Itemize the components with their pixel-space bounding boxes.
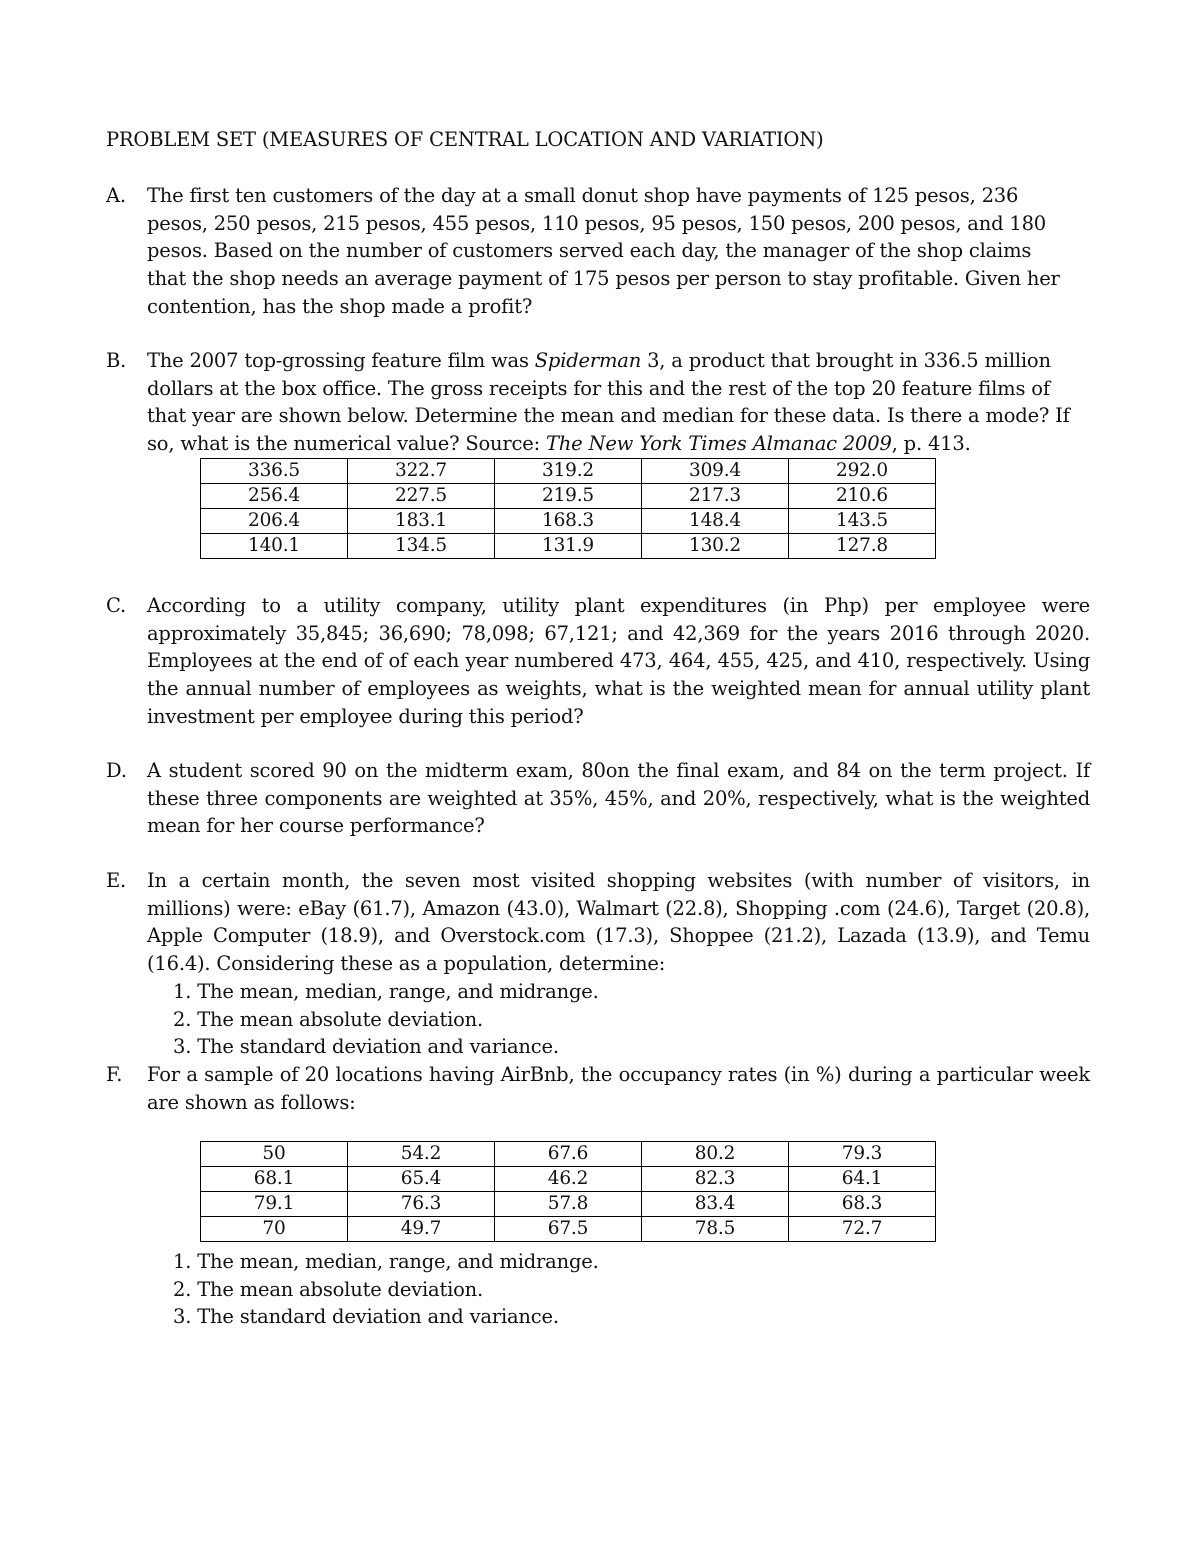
table-cell: 54.2 xyxy=(348,1142,495,1167)
problem-f-subitems xyxy=(173,1248,599,1331)
table-row xyxy=(201,1217,936,1242)
table-cell: 67.5 xyxy=(495,1217,642,1242)
table-cell: 82.3 xyxy=(642,1167,789,1192)
table-cell: 140.1 xyxy=(201,534,348,559)
problem-b-line1-post: 3, a product that brought in 336.5 million xyxy=(641,349,1051,372)
list-item: 2. The mean absolute deviation. xyxy=(173,1007,484,1031)
table-cell: 79.1 xyxy=(201,1192,348,1217)
table-cell: 134.5 xyxy=(348,534,495,559)
table-cell: 227.5 xyxy=(348,484,495,509)
table-cell: 127.8 xyxy=(789,534,936,559)
table-cell: 131.9 xyxy=(495,534,642,559)
table-cell: 65.4 xyxy=(348,1167,495,1192)
problem-a-line: pesos, 250 pesos, 215 pesos, 455 pesos, 110 pesos, 95 pesos, 150 pesos, 200 pesos, and 180 xyxy=(147,211,1046,235)
occupancy-table xyxy=(200,1141,936,1242)
table-cell: 46.2 xyxy=(495,1167,642,1192)
list-item: 2. The mean absolute deviation. xyxy=(173,1277,484,1301)
table-row xyxy=(201,484,936,509)
table-cell: 309.4 xyxy=(642,459,789,484)
problem-b xyxy=(106,347,1090,458)
problem-a xyxy=(106,182,1090,321)
table-cell: 219.5 xyxy=(495,484,642,509)
table-cell: 64.1 xyxy=(789,1167,936,1192)
table-row xyxy=(201,509,936,534)
table-cell: 76.3 xyxy=(348,1192,495,1217)
problem-a-line: that the shop needs an average payment of 175 pesos per person to stay profitable. Given her xyxy=(147,267,1060,291)
problem-b-line4-post: , p. 413. xyxy=(891,432,971,456)
problem-f-letter: F. xyxy=(106,1063,123,1086)
table-cell: 68.3 xyxy=(789,1192,936,1217)
table-cell: 143.5 xyxy=(789,509,936,534)
problem-b-line: that year are shown below. Determine the mean and median for these data. Is there a mode? If xyxy=(147,404,1070,428)
table-row xyxy=(201,534,936,559)
table-cell: 256.4 xyxy=(201,484,348,509)
problem-b-line: dollars at the box office. The gross receipts for this and the rest of the top 20 feature films of xyxy=(147,376,1050,400)
problem-c-text: According to a utility company, utility plant expenditures (in Php) per employee were approximately 35,845; 36,690; 78,098; 67,121; and 42,369 for the years 2016 through 2020. Employees at the end of of each year numbered 473, 464, 455, 425, and 410, respectively. Using the annual number of employees as weights, what is the weighted mean for annual utility plant investment per employee during this period? xyxy=(147,594,1090,728)
table-cell: 79.3 xyxy=(789,1142,936,1167)
table-cell: 322.7 xyxy=(348,459,495,484)
problem-a-line: pesos. Based on the number of customers served each day, the manager of the shop claims xyxy=(147,239,1032,263)
problem-b-text xyxy=(147,347,1090,458)
table-cell: 67.6 xyxy=(495,1142,642,1167)
problem-a-line: contention, has the shop made a profit? xyxy=(147,294,533,318)
problem-b-line1-pre: The 2007 top-grossing feature film was xyxy=(147,349,535,372)
box-office-table xyxy=(200,458,936,559)
list-item: 3. The standard deviation and variance. xyxy=(173,1305,559,1328)
problem-d xyxy=(106,757,1090,840)
source-title: The New York Times Almanac 2009 xyxy=(545,432,892,456)
table-cell: 57.8 xyxy=(495,1192,642,1217)
problem-c xyxy=(106,592,1090,731)
table-cell: 148.4 xyxy=(642,509,789,534)
problem-e xyxy=(106,867,1090,978)
problem-e-letter: E. xyxy=(106,869,127,892)
problem-c-letter: C. xyxy=(106,594,127,617)
table-cell: 83.4 xyxy=(642,1192,789,1217)
problem-d-letter: D. xyxy=(106,759,127,782)
table-cell: 336.5 xyxy=(201,459,348,484)
table-cell: 183.1 xyxy=(348,509,495,534)
table-cell: 49.7 xyxy=(348,1217,495,1242)
list-item: 3. The standard deviation and variance. xyxy=(173,1035,559,1058)
table-row xyxy=(201,459,936,484)
table-cell: 50 xyxy=(201,1142,348,1167)
list-item: 1. The mean, median, range, and midrange. xyxy=(173,1250,599,1273)
film-title: Spiderman xyxy=(534,349,642,372)
problem-a-text xyxy=(147,182,1090,321)
problem-b-line4-pre: so, what is the numerical value? Source: xyxy=(147,432,546,456)
table-cell: 68.1 xyxy=(201,1167,348,1192)
problem-d-text: A student scored 90 on the midterm exam, 80on the final exam, and 84 on the term project. If these three components are weighted at 35%, 45%, and 20%, respectively, what is the weighted mean for her course performance? xyxy=(147,759,1090,838)
table-cell: 217.3 xyxy=(642,484,789,509)
problem-b-letter: B. xyxy=(106,349,127,372)
table-cell: 80.2 xyxy=(642,1142,789,1167)
table-cell: 292.0 xyxy=(789,459,936,484)
problem-a-letter: A. xyxy=(106,184,126,207)
table-cell: 78.5 xyxy=(642,1217,789,1242)
table-cell: 319.2 xyxy=(495,459,642,484)
problem-b-line xyxy=(147,430,1090,458)
table-cell: 168.3 xyxy=(495,509,642,534)
table-cell: 206.4 xyxy=(201,509,348,534)
table-cell: 210.6 xyxy=(789,484,936,509)
table-row xyxy=(201,1167,936,1192)
problem-b-line xyxy=(147,347,1090,375)
page-title: PROBLEM SET (MEASURES OF CENTRAL LOCATION AND VARIATION) xyxy=(106,128,824,151)
table-cell: 72.7 xyxy=(789,1217,936,1242)
problem-f xyxy=(106,1061,1090,1116)
problem-e-subitems xyxy=(173,978,599,1061)
problem-a-line: The first ten customers of the day at a small donut shop have payments of 125 pesos, 236 xyxy=(147,184,1019,207)
list-item: 1. The mean, median, range, and midrange. xyxy=(173,980,599,1003)
table-row xyxy=(201,1142,936,1167)
table-cell: 70 xyxy=(201,1217,348,1242)
table-row xyxy=(201,1192,936,1217)
table-cell: 130.2 xyxy=(642,534,789,559)
problem-e-text: In a certain month, the seven most visited shopping websites (with number of visitors, in millions) were: eBay (61.7), Amazon (43.0), Walmart (22.8), Shopping .com (24.6), Target (20.8), Apple Computer (18.9), and Overstock.com (17.3), Shoppee (21.2), Lazada (13.9), and Temu (16.4). Considering these as a population, determine: xyxy=(147,869,1090,976)
problem-f-text: For a sample of 20 locations having AirBnb, the occupancy rates (in %) during a particular week are shown as follows: xyxy=(147,1063,1090,1114)
